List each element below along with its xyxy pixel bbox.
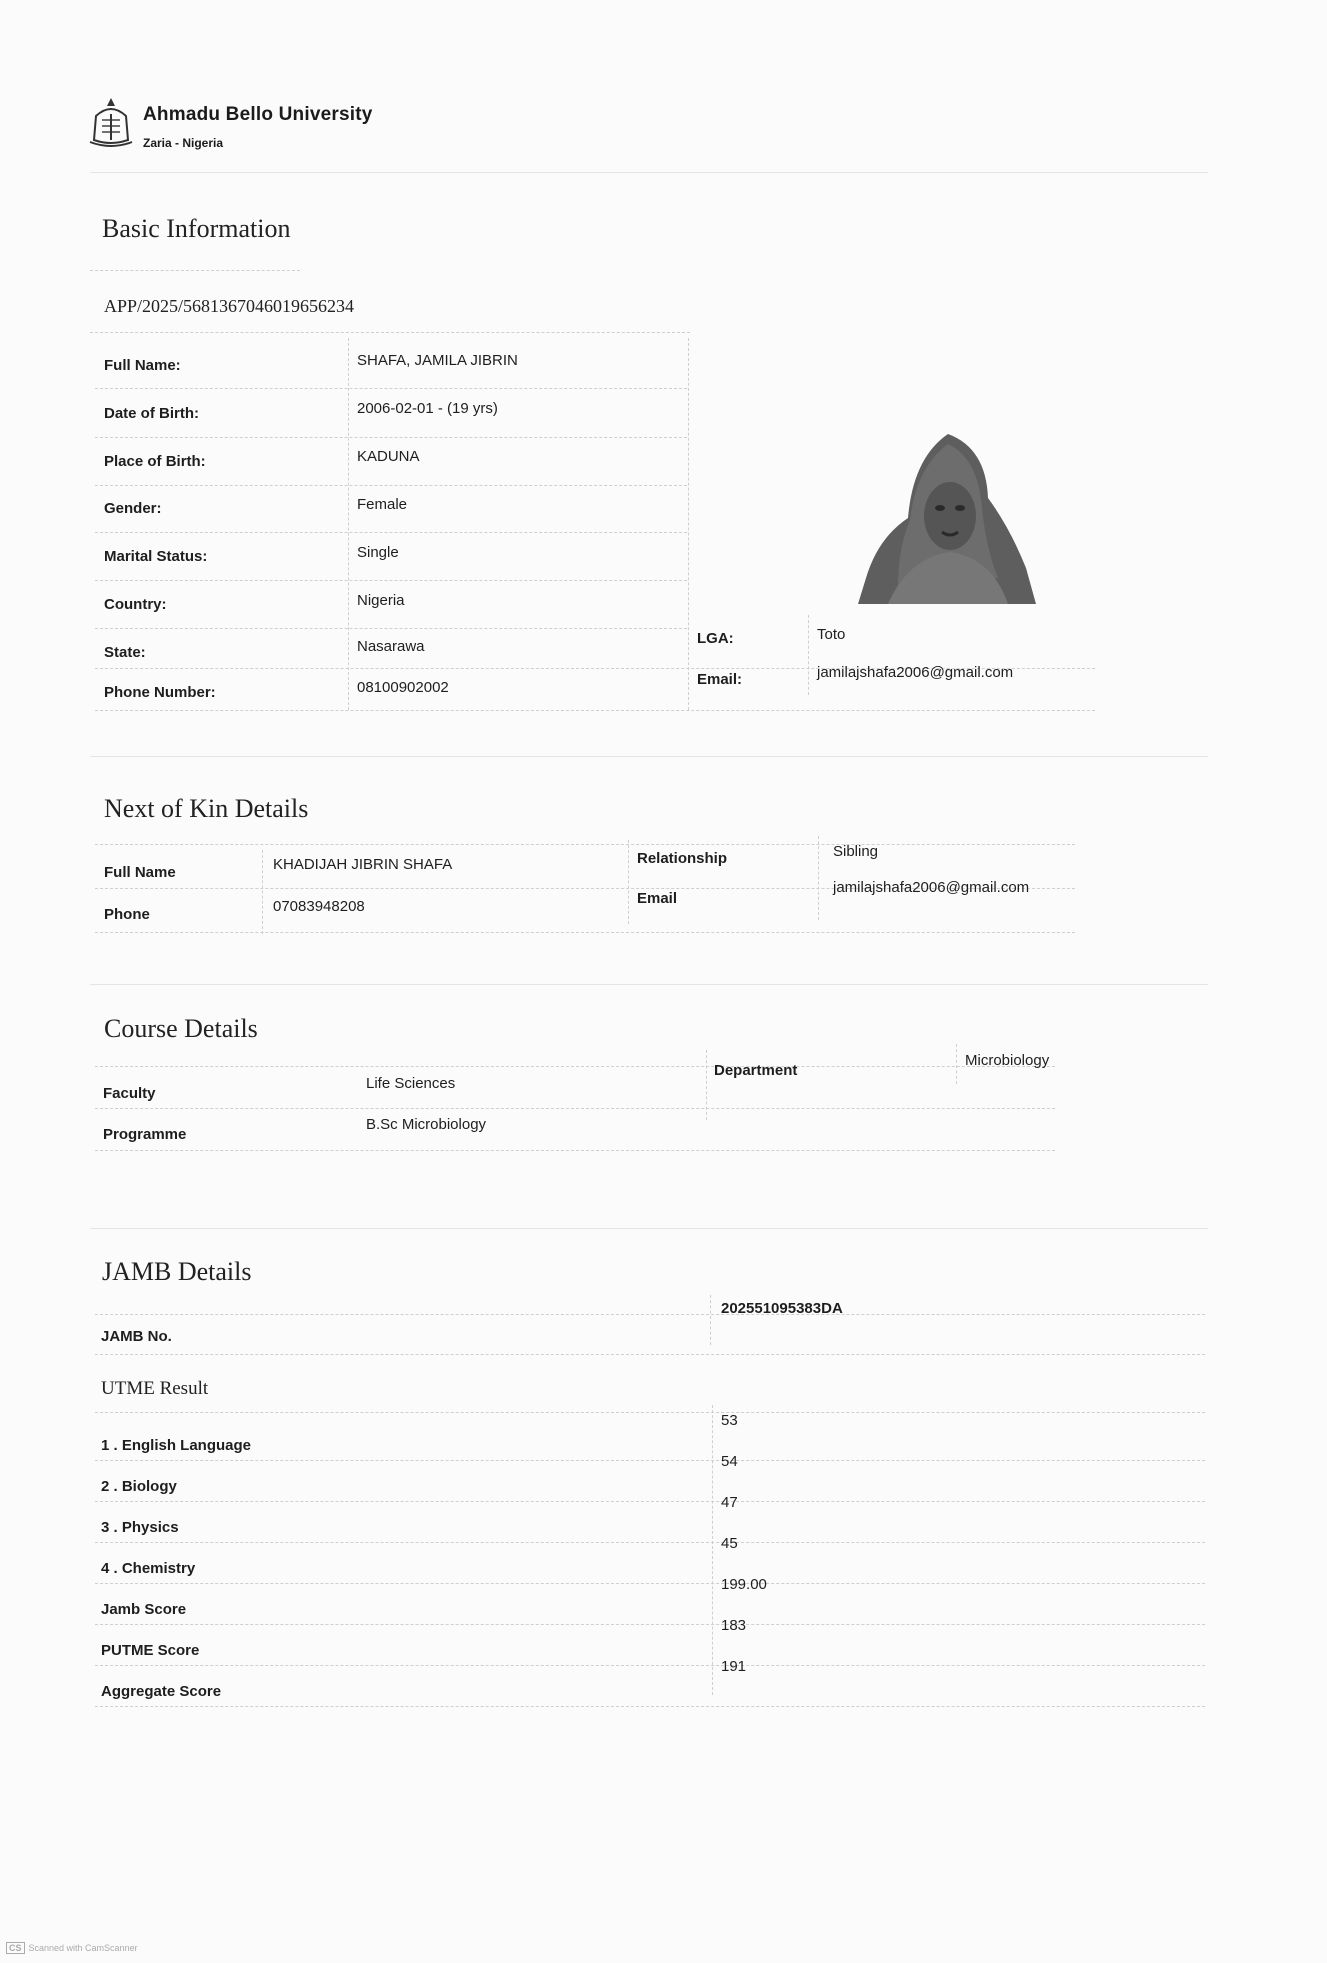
- utme-result-label: Jamb Score: [101, 1601, 187, 1618]
- kin-phone-label: Phone: [104, 906, 150, 923]
- utme-result-title: UTME Result: [101, 1378, 209, 1399]
- gender-value: Female: [357, 496, 408, 513]
- kin-email-value: jamilajshafa2006@gmail.com: [833, 879, 1030, 896]
- utme-result-value: 191: [721, 1658, 747, 1675]
- place-of-birth-label: Place of Birth:: [104, 453, 206, 470]
- email-value: jamilajshafa2006@gmail.com: [817, 664, 1014, 681]
- programme-value: B.Sc Microbiology: [366, 1116, 487, 1133]
- full-name-label: Full Name:: [104, 357, 181, 374]
- utme-result-value: 45: [721, 1535, 738, 1552]
- lga-value: Toto: [817, 626, 846, 643]
- next-of-kin-title: Next of Kin Details: [104, 794, 309, 823]
- kin-email-label: Email: [637, 890, 678, 907]
- state-value: Nasarawa: [357, 638, 425, 655]
- course-details-panel: [90, 984, 1208, 1165]
- kin-phone-value: 07083948208: [273, 898, 365, 915]
- passport-photo: [858, 428, 1036, 604]
- state-label: State:: [104, 644, 146, 661]
- kin-relationship-value: Sibling: [833, 843, 879, 860]
- utme-result-value: 53: [721, 1412, 738, 1429]
- utme-result-value: 199.00: [721, 1576, 767, 1593]
- utme-result-value: 54: [721, 1453, 738, 1470]
- faculty-value: Life Sciences: [366, 1075, 456, 1092]
- scanner-text: Scanned with CamScanner: [28, 1943, 138, 1953]
- kin-relationship-label: Relationship: [637, 850, 728, 867]
- university-location: Zaria - Nigeria: [143, 136, 224, 150]
- university-crest-icon: [88, 96, 134, 148]
- gender-label: Gender:: [104, 500, 162, 517]
- faculty-label: Faculty: [103, 1085, 156, 1102]
- country-value: Nigeria: [357, 592, 405, 609]
- jamb-details-title: JAMB Details: [102, 1257, 252, 1286]
- full-name-value: SHAFA, JAMILA JIBRIN: [357, 352, 518, 369]
- dob-value: 2006-02-01 - (19 yrs): [357, 400, 498, 417]
- country-label: Country:: [104, 596, 167, 613]
- jamb-no-label: JAMB No.: [101, 1328, 172, 1345]
- university-name: Ahmadu Bello University: [143, 104, 373, 125]
- kin-full-name-label: Full Name: [104, 864, 176, 881]
- utme-result-label: 2 . Biology: [101, 1478, 177, 1495]
- utme-result-label: 3 . Physics: [101, 1519, 179, 1536]
- department-label: Department: [714, 1062, 798, 1079]
- marital-status-value: Single: [357, 544, 399, 561]
- programme-label: Programme: [103, 1126, 187, 1143]
- basic-information-title: Basic Information: [102, 214, 291, 243]
- marital-status-label: Marital Status:: [104, 548, 208, 565]
- place-of-birth-value: KADUNA: [357, 448, 420, 465]
- phone-number-label: Phone Number:: [104, 684, 216, 701]
- dob-label: Date of Birth:: [104, 405, 199, 422]
- course-details-title: Course Details: [104, 1014, 258, 1043]
- utme-result-value: 47: [721, 1494, 738, 1511]
- lga-label: LGA:: [697, 630, 734, 647]
- jamb-details-panel: [90, 1228, 1208, 1729]
- department-value: Microbiology: [965, 1052, 1050, 1069]
- application-number: APP/2025/5681367046019656234: [104, 296, 355, 316]
- utme-result-label: 1 . English Language: [101, 1437, 252, 1454]
- email-label: Email:: [697, 671, 743, 688]
- scanner-footer: [6, 1942, 138, 1954]
- utme-result-label: 4 . Chemistry: [101, 1560, 196, 1577]
- camscanner-logo-icon: CS: [6, 1942, 25, 1954]
- utme-result-label: PUTME Score: [101, 1642, 200, 1659]
- basic-information-panel: [90, 172, 1208, 723]
- kin-full-name-value: KHADIJAH JIBRIN SHAFA: [273, 856, 453, 873]
- phone-number-value: 08100902002: [357, 679, 449, 696]
- jamb-no-value: 202551095383DA: [721, 1300, 843, 1317]
- utme-result-value: 183: [721, 1617, 747, 1634]
- utme-result-label: Aggregate Score: [101, 1683, 222, 1700]
